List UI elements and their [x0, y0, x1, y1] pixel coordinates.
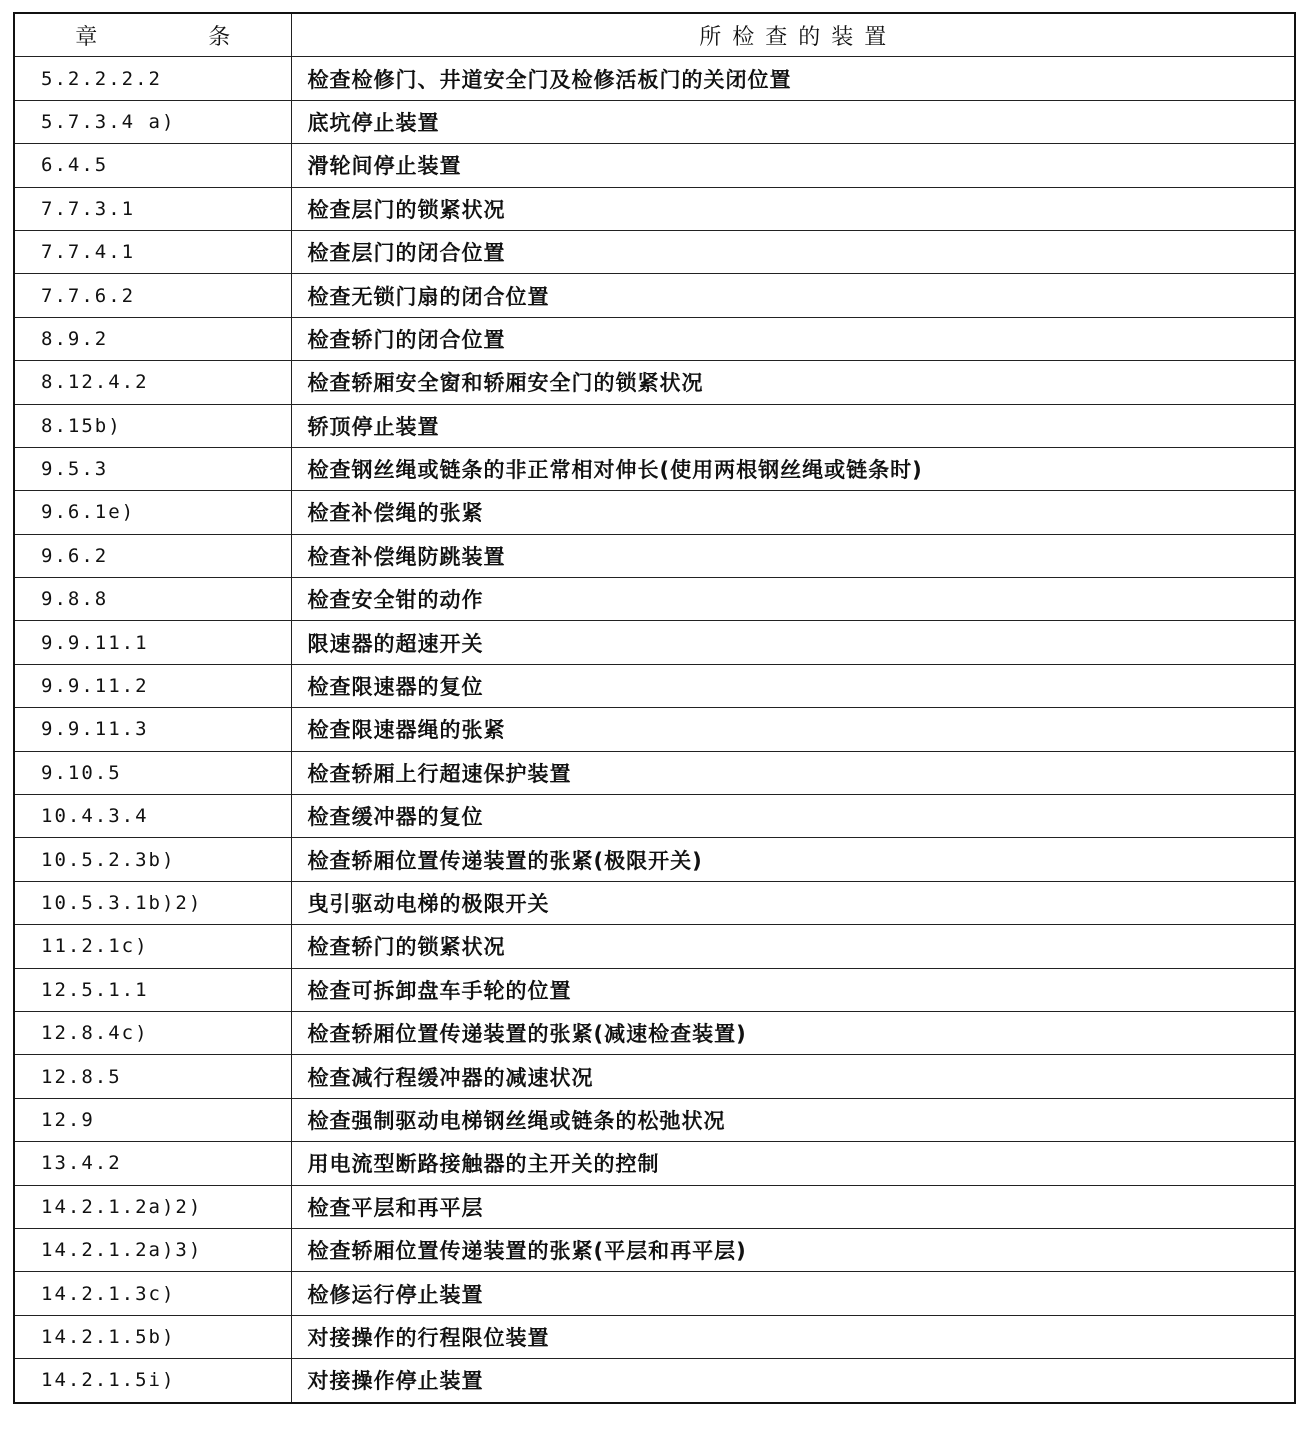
- clause-cell: 7.7.3.1: [14, 187, 291, 230]
- clause-cell: 9.9.11.2: [14, 664, 291, 707]
- clause-cell: 5.2.2.2.2: [14, 57, 291, 100]
- device-cell: 底坑停止装置: [291, 100, 1295, 143]
- table-row: [14, 968, 1295, 1011]
- table-row: [14, 1011, 1295, 1054]
- clause-cell: 14.2.1.2a)2): [14, 1185, 291, 1228]
- clause-cell: 9.6.1e): [14, 491, 291, 534]
- table-row: [14, 621, 1295, 664]
- safety-device-table: [13, 12, 1296, 1404]
- table-row: [14, 1228, 1295, 1271]
- clause-cell: 12.5.1.1: [14, 968, 291, 1011]
- clause-cell: 9.9.11.1: [14, 621, 291, 664]
- device-cell: 对接操作的行程限位装置: [291, 1315, 1295, 1358]
- clause-cell: 7.7.4.1: [14, 230, 291, 273]
- device-cell: 检查安全钳的动作: [291, 578, 1295, 621]
- clause-cell: 8.9.2: [14, 317, 291, 360]
- device-cell: 检查补偿绳的张紧: [291, 491, 1295, 534]
- table-row: [14, 795, 1295, 838]
- inspection-table-container: [13, 12, 1294, 1404]
- table-row: [14, 361, 1295, 404]
- table-row: [14, 317, 1295, 360]
- table-row: [14, 100, 1295, 143]
- device-cell: 滑轮间停止装置: [291, 144, 1295, 187]
- device-cell: 检查轿厢位置传递装置的张紧(平层和再平层): [291, 1228, 1295, 1271]
- table-row: [14, 1098, 1295, 1141]
- device-cell: 检查钢丝绳或链条的非正常相对伸长(使用两根钢丝绳或链条时): [291, 447, 1295, 490]
- table-row: [14, 1272, 1295, 1315]
- device-cell: 检查限速器绳的张紧: [291, 708, 1295, 751]
- table-row: [14, 1142, 1295, 1185]
- device-cell: 检查补偿绳防跳装置: [291, 534, 1295, 577]
- table-header-row: [14, 13, 1295, 57]
- clause-cell: 9.10.5: [14, 751, 291, 794]
- table-row: [14, 1185, 1295, 1228]
- table-row: [14, 491, 1295, 534]
- device-cell: 限速器的超速开关: [291, 621, 1295, 664]
- device-cell: 检查轿门的锁紧状况: [291, 925, 1295, 968]
- device-cell: 轿顶停止装置: [291, 404, 1295, 447]
- clause-cell: 13.4.2: [14, 1142, 291, 1185]
- clause-cell: 6.4.5: [14, 144, 291, 187]
- device-cell: 检查无锁门扇的闭合位置: [291, 274, 1295, 317]
- table-row: [14, 578, 1295, 621]
- device-cell: 检查可拆卸盘车手轮的位置: [291, 968, 1295, 1011]
- clause-cell: 9.6.2: [14, 534, 291, 577]
- table-row: [14, 925, 1295, 968]
- device-cell: 检查层门的锁紧状况: [291, 187, 1295, 230]
- device-cell: 检查轿厢位置传递装置的张紧(减速检查装置): [291, 1011, 1295, 1054]
- clause-cell: 10.5.3.1b)2): [14, 881, 291, 924]
- device-cell: 用电流型断路接触器的主开关的控制: [291, 1142, 1295, 1185]
- device-cell: 检查轿厢安全窗和轿厢安全门的锁紧状况: [291, 361, 1295, 404]
- table-row: [14, 187, 1295, 230]
- clause-cell: 12.8.5: [14, 1055, 291, 1098]
- table-row: [14, 144, 1295, 187]
- clause-cell: 14.2.1.5i): [14, 1359, 291, 1403]
- device-cell: 曳引驱动电梯的极限开关: [291, 881, 1295, 924]
- table-row: [14, 57, 1295, 100]
- clause-cell: 8.15b): [14, 404, 291, 447]
- table-row: [14, 274, 1295, 317]
- clause-cell: 9.9.11.3: [14, 708, 291, 751]
- device-cell: 检查轿厢上行超速保护装置: [291, 751, 1295, 794]
- table-row: [14, 534, 1295, 577]
- device-cell: 检查轿厢位置传递装置的张紧(极限开关): [291, 838, 1295, 881]
- device-cell: 检查限速器的复位: [291, 664, 1295, 707]
- header-clause: 章 条: [14, 13, 291, 57]
- header-device: 所检查的装置: [291, 13, 1295, 57]
- table-row: [14, 664, 1295, 707]
- table-row: [14, 404, 1295, 447]
- clause-cell: 14.2.1.3c): [14, 1272, 291, 1315]
- device-cell: 检查强制驱动电梯钢丝绳或链条的松弛状况: [291, 1098, 1295, 1141]
- device-cell: 检查缓冲器的复位: [291, 795, 1295, 838]
- table-row: [14, 838, 1295, 881]
- table-row: [14, 881, 1295, 924]
- device-cell: 检查层门的闭合位置: [291, 230, 1295, 273]
- clause-cell: 7.7.6.2: [14, 274, 291, 317]
- clause-cell: 9.5.3: [14, 447, 291, 490]
- clause-cell: 8.12.4.2: [14, 361, 291, 404]
- device-cell: 检查减行程缓冲器的减速状况: [291, 1055, 1295, 1098]
- table-row: [14, 751, 1295, 794]
- clause-cell: 10.4.3.4: [14, 795, 291, 838]
- table-row: [14, 1055, 1295, 1098]
- device-cell: 对接操作停止装置: [291, 1359, 1295, 1403]
- device-cell: 检查检修门、井道安全门及检修活板门的关闭位置: [291, 57, 1295, 100]
- clause-cell: 14.2.1.5b): [14, 1315, 291, 1358]
- table-row: [14, 230, 1295, 273]
- table-row: [14, 708, 1295, 751]
- table-row: [14, 1315, 1295, 1358]
- clause-cell: 14.2.1.2a)3): [14, 1228, 291, 1271]
- clause-cell: 12.9: [14, 1098, 291, 1141]
- table-row: [14, 1359, 1295, 1403]
- clause-cell: 10.5.2.3b): [14, 838, 291, 881]
- clause-cell: 5.7.3.4 a): [14, 100, 291, 143]
- table-row: [14, 447, 1295, 490]
- clause-cell: 12.8.4c): [14, 1011, 291, 1054]
- device-cell: 检查轿门的闭合位置: [291, 317, 1295, 360]
- clause-cell: 9.8.8: [14, 578, 291, 621]
- device-cell: 检修运行停止装置: [291, 1272, 1295, 1315]
- device-cell: 检查平层和再平层: [291, 1185, 1295, 1228]
- clause-cell: 11.2.1c): [14, 925, 291, 968]
